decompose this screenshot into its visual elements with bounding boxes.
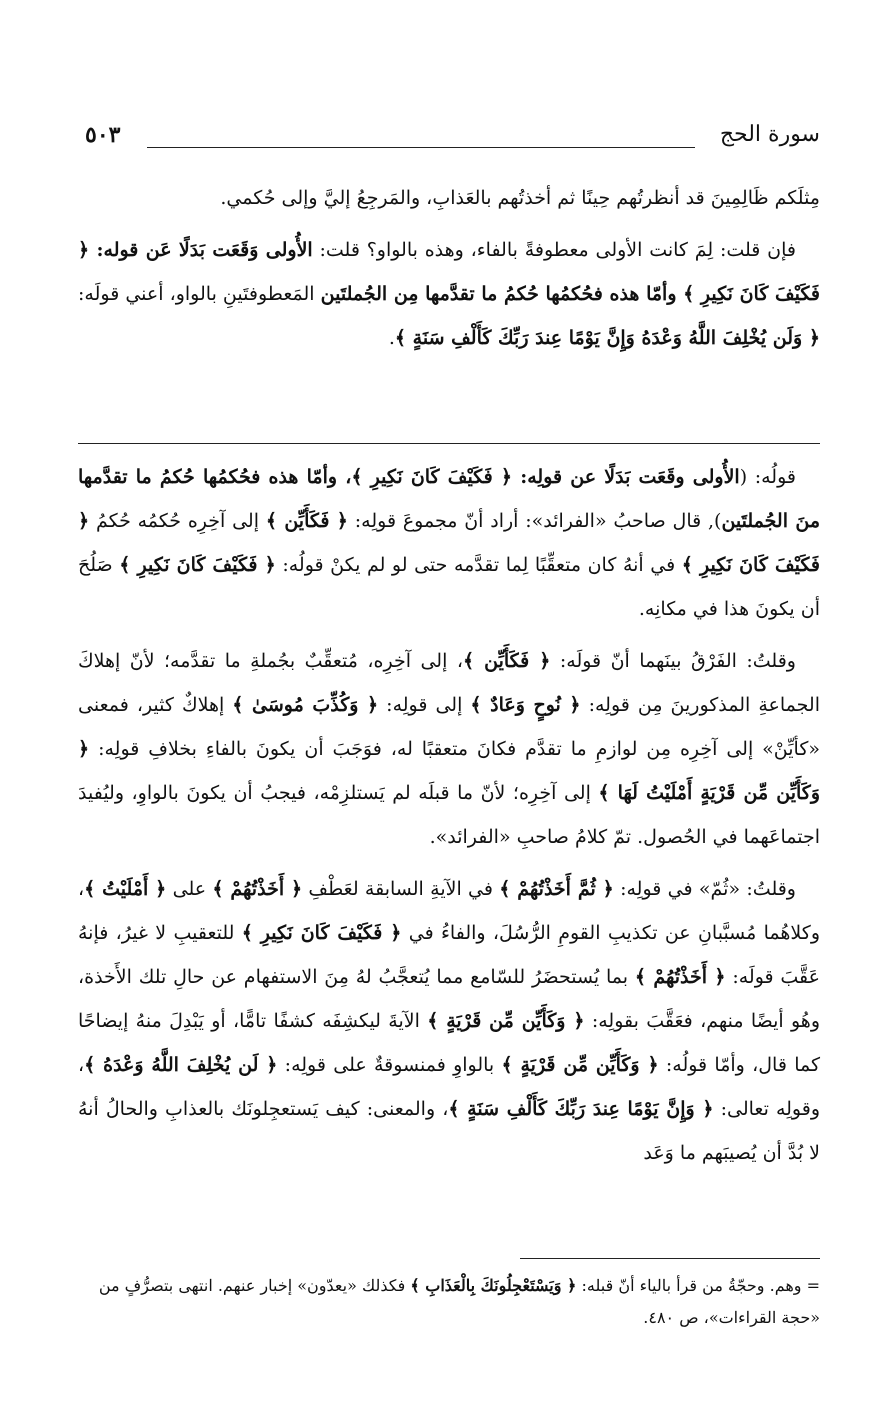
text-run: . xyxy=(388,327,395,349)
surah-title: سورة الحج xyxy=(719,122,820,147)
quran-quote: ﴿ لَن يُخْلِفَ اللَّهُ وَعْدَهُ ﴾ xyxy=(84,1054,278,1076)
paragraph xyxy=(78,455,820,631)
text-run: قولُه: ( xyxy=(739,466,796,488)
text-run: ، والمعنى: كيف يَستعجِلونَك بالعذابِ والحالُ أنهُ لا بُدَّ أن يُصيبَهم ما وَعَد xyxy=(78,1098,820,1164)
quran-quote: ﴿ أَخَذْتُهُمْ ﴾ xyxy=(212,878,303,900)
text-run: مِثلَكم ظَالِمِينَ قد أنظرتُهم حِينًا ثم أخذتُهم بالعَذابِ، والمَرجِعُ إليَّ وإلى حُكمي. xyxy=(220,187,820,209)
quran-quote: ﴿ وَيَسْتَعْجِلُونَكَ بِالْعَذَابِ ﴾ xyxy=(410,1276,577,1295)
text-run: المَعطوفتَينِ بالواو، أعني قولَه: xyxy=(78,283,321,305)
section-separator xyxy=(78,443,820,444)
bold-run: الأُولى وَقَعَت بَدَلًا عَن قوله: xyxy=(89,239,313,261)
quran-quote: ﴿ وَلَن يُخْلِفَ اللَّهُ وَعْدَهُ وَإِنَّ يَوْمًا عِندَ رَبِّكَ كَأَلْفِ سَنَةٍ ﴾ xyxy=(394,327,820,349)
text-run: بالواوِ فمنسوقةٌ على قولِه: xyxy=(277,1054,502,1076)
bold-run: ، وأمّا هذه فحُكمُها حُكمُ ما تقدَّمها منَ الجُملتَين xyxy=(78,466,821,532)
quran-quote: ﴿ أَمْلَيْتُ ﴾ xyxy=(84,878,167,900)
text-run: إلى آخِرِه حُكمُه حُكمُ xyxy=(89,510,266,532)
text-run: وهم. وحجّةُ من قرأ بالياء أنّ قبله: xyxy=(576,1276,807,1295)
quran-quote: ﴿ نُوحٍ وَعَادٌ ﴾ xyxy=(470,694,581,716)
text-run: إهلاكٌ كثير، فمعنى «كأيِّنْ» إلى آخِرِه مِن لوازمِ ما تقدَّم فكانَ متعقبًا له، فوَجَبَ أن يكونَ بالفاءِ بخلافِ قولِه: xyxy=(78,694,820,760)
paragraph xyxy=(78,867,820,1175)
quran-quote: ﴿ فَكَيْفَ كَانَ نَكِيرِ ﴾ xyxy=(351,466,513,488)
text-run: إلى آخِرِه؛ لأنّ ما قبلَه لم يَستلزِمْه، فيجبُ أن يكونَ بالواوِ، وليُفيدَ اجتماعَهما في الحُصول. تمّ كلامُ صاحبِ «الفرائد». xyxy=(78,782,820,848)
text-run: وقلتُ: «ثُمّ» في قولِه: xyxy=(613,878,796,900)
footnote-rule xyxy=(520,1258,820,1259)
text-run: وقلتُ: الفَرْقُ بينَهما أنّ قولَه: xyxy=(550,650,796,672)
text-run: في أنهُ كان متعقِّبًا لِما تقدَّمه حتى لو لم يكنْ قولُه: xyxy=(275,554,682,576)
quran-quote: ﴿ فَكَيْفَ كَانَ نَكِيرِ ﴾ xyxy=(78,239,820,305)
text-run: للتعقيبِ لا غيرُ، فإنهُ عَقَّبَ قولَه: xyxy=(78,922,820,988)
bold-run: وأمّا هذه فحُكمُها حُكمُ ما تقدَّمها مِن الجُملتَين xyxy=(320,283,684,305)
text-run: ), قال صاحبُ «الفرائد»: أراد أنّ مجموعَ قولِه: xyxy=(347,510,722,532)
quran-quote: ﴿ وَإِنَّ يَوْمًا عِندَ رَبِّكَ كَأَلْفِ سَنَةٍ ﴾ xyxy=(448,1098,714,1120)
text-run: إلى قولِه: xyxy=(378,694,471,716)
page-header xyxy=(85,122,820,162)
text-run: صَلُحَ أن يكونَ هذا في مكانِه. xyxy=(78,554,820,620)
paragraph xyxy=(78,639,820,859)
header-rule xyxy=(147,147,695,148)
quran-quote: ﴿ وَكَأَيِّن مِّن قَرْيَةٍ ﴾ xyxy=(501,1054,659,1076)
commentary-lower xyxy=(78,455,820,1183)
quran-quote: ﴿ أَخَذْتُهُمْ ﴾ xyxy=(634,966,726,988)
footnote-marker: = xyxy=(806,1276,820,1295)
quran-quote: ﴿ وَكَأَيِّن مِّن قَرْيَةٍ أَمْلَيْتُ لَهَا ﴾ xyxy=(78,738,821,804)
quran-quote: ﴿ وَكَأَيِّن مِّن قَرْيَةٍ ﴾ xyxy=(427,1010,585,1032)
page-number: ٥٠٣ xyxy=(85,122,121,148)
text-run: في الآيةِ السابقة لعَطْفِ xyxy=(302,878,500,900)
paragraph xyxy=(78,228,820,360)
text-run: بما يُستحضَرُ للسّامع مما يُتعجَّبُ لهُ مِنَ الاستفهام عن حالِ تلك الأَخذة، وهُو أيضًا منهم، فعَقَّبَ بقولِه: xyxy=(78,966,820,1032)
text-run: على xyxy=(166,878,213,900)
text-run: الآيةَ ليكشِفَه كشفًا تامًّا، أو يَبْدِلَ منهُ إيضاحًا كما قال، وأمّا قولُه: xyxy=(78,1010,821,1076)
quran-quote: ﴿ فَكَأَيِّن ﴾ xyxy=(265,510,348,532)
quran-quote: ﴿ فَكَأَيِّن ﴾ xyxy=(462,650,551,672)
text-run: ، وكلاهُما مُسبَّبانِ عن تكذيبِ القومِ الرُّسُلَ، والفاءُ في xyxy=(78,878,820,944)
text-run: فإن قلت: لِمَ كانت الأولى معطوفةً بالفاء، وهذه بالواو؟ قلت: xyxy=(312,239,796,261)
footnote xyxy=(78,1270,820,1334)
quran-quote: ﴿ وَكُذِّبَ مُوسَىٰ ﴾ xyxy=(232,694,379,716)
quran-quote: ﴿ فَكَيْفَ كَانَ نَكِيرِ ﴾ xyxy=(78,510,820,576)
quran-quote: ﴿ ثُمَّ أَخَذْتُهُمْ ﴾ xyxy=(499,878,614,900)
text-run: ، وقولِه تعالى: xyxy=(78,1054,820,1120)
text-run: ، إلى آخِرِه، مُتعقِّبٌ بجُملةِ ما تقدَّمه؛ لأنّ إهلاكَ الجماعةِ المذكورينَ مِن قولِه: xyxy=(78,650,820,716)
text-run: فكذلك «يعدّون» إخبار عنهم. انتهى بتصرُّفٍ من «حجة القراءات»، ص ٤٨٠. xyxy=(98,1276,820,1327)
quran-quote: ﴿ فَكَيْفَ كَانَ نَكِيرِ ﴾ xyxy=(241,922,402,944)
commentary-upper xyxy=(78,176,820,368)
quran-quote: ﴿ فَكَيْفَ كَانَ نَكِيرِ ﴾ xyxy=(119,554,276,576)
bold-run: الأُولى وقَعَت بَدَلًا عن قولِه: xyxy=(512,466,740,488)
paragraph xyxy=(78,176,820,220)
